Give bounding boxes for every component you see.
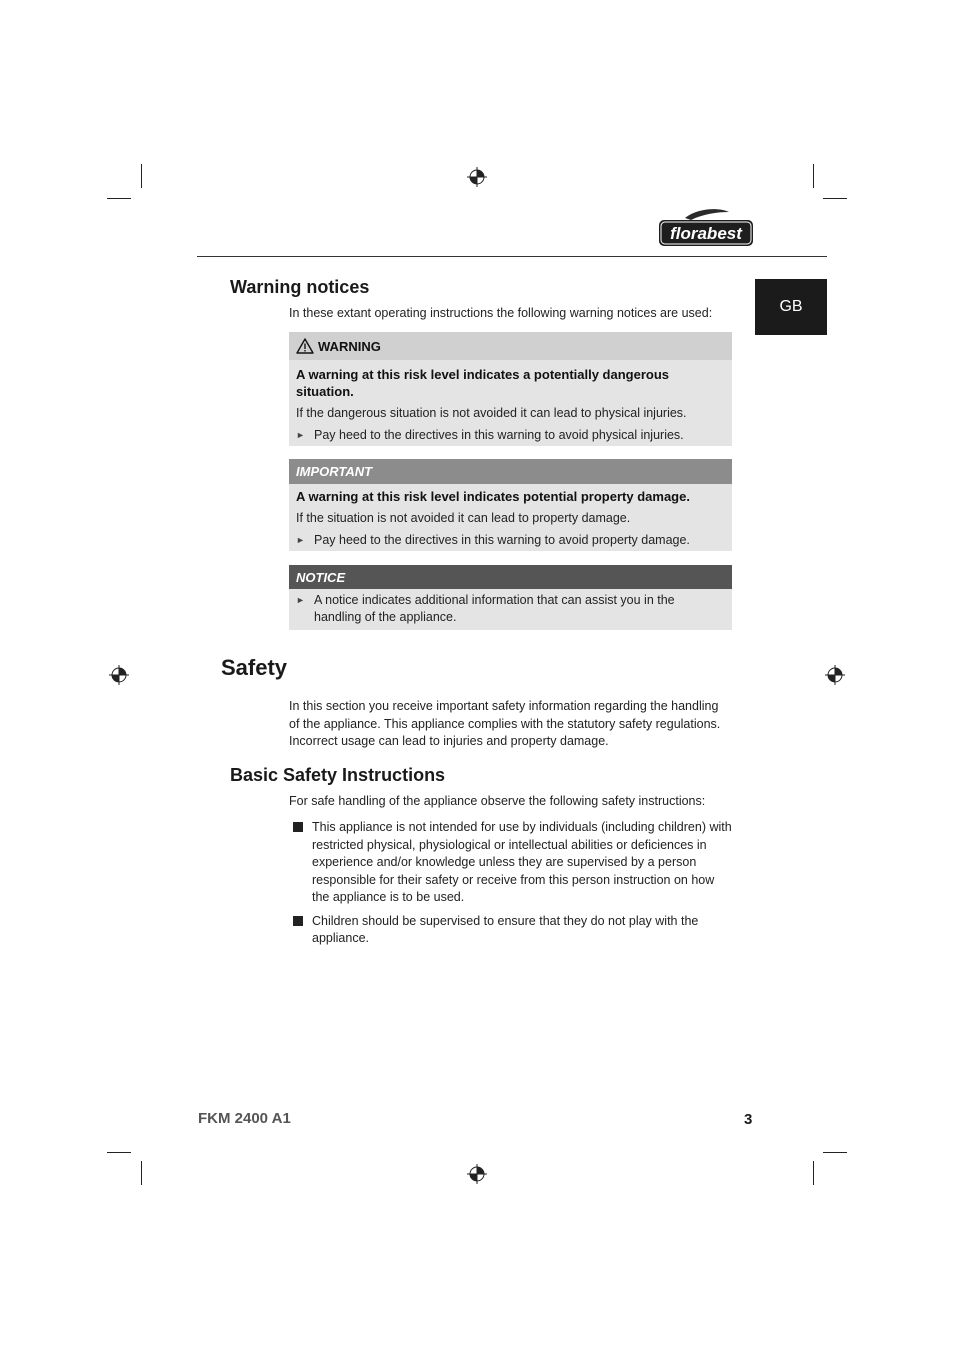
warning-box-directive-row — [296, 427, 725, 444]
registration-mark-icon — [109, 665, 129, 685]
basic-safety-intro: For safe handling of the appliance observe the following safety instructions: — [289, 794, 706, 808]
arrow-right-icon: ► — [296, 535, 305, 545]
warning-box-header — [289, 332, 732, 360]
square-bullet-icon — [293, 822, 303, 832]
important-box — [289, 459, 732, 551]
crop-mark — [107, 1152, 131, 1153]
warning-box-directive: Pay heed to the directives in this warning to avoid physical injuries. — [314, 428, 684, 442]
section-title-safety: Safety — [221, 655, 288, 680]
arrow-right-icon: ► — [296, 595, 305, 605]
list-item — [293, 819, 735, 907]
footer-page-number: 3 — [744, 1111, 753, 1128]
crop-mark — [813, 164, 814, 188]
list-item — [293, 913, 735, 948]
header-rule — [197, 256, 827, 257]
florabest-logo — [657, 208, 755, 248]
crop-mark — [107, 198, 131, 199]
bullet-text: This appliance is not intended for use by individuals (including children) with restricted physical, physiological or intellectual abilities or deficiences in experience and/or knowledge unless they are supervised by a person responsible for their safety or receive from this person instruction on how the appliance is to be used. — [312, 820, 732, 904]
warning-triangle-icon — [296, 338, 314, 354]
bullet-text: Children should be supervised to ensure that they do not play with the appliance. — [312, 913, 699, 945]
important-box-label: IMPORTANT — [296, 464, 373, 479]
section-title-warning-notices: Warning notices — [230, 277, 370, 297]
warning-box-label: WARNING — [318, 338, 381, 354]
footer-model-number: FKM 2400 A1 — [198, 1110, 291, 1127]
important-box-directive-row — [296, 532, 725, 549]
notice-box-directive: A notice indicates additional information that can assist you in the handling of the appliance. — [314, 593, 675, 624]
crop-mark — [823, 198, 847, 199]
notice-box-directive-row — [296, 592, 725, 626]
crop-mark — [813, 1161, 814, 1185]
warning-box — [289, 332, 732, 446]
registration-mark-icon — [825, 665, 845, 685]
important-box-headline: A warning at this risk level indicates potential property damage. — [296, 489, 690, 504]
square-bullet-icon — [293, 916, 303, 926]
logo-text: florabest — [670, 224, 742, 243]
registration-mark-icon — [467, 167, 487, 187]
important-box-text: If the situation is not avoided it can lead to property damage. — [296, 511, 631, 525]
warning-box-text: If the dangerous situation is not avoided it can lead to physical injuries. — [296, 406, 687, 420]
notice-box-header — [289, 565, 732, 589]
crop-mark — [141, 1161, 142, 1185]
crop-mark — [141, 164, 142, 188]
arrow-right-icon: ► — [296, 430, 305, 440]
safety-bullet-list — [293, 819, 735, 954]
section-title-basic-safety: Basic Safety Instructions — [230, 765, 446, 785]
crop-mark — [823, 1152, 847, 1153]
language-tab: GB — [755, 279, 827, 335]
important-box-header — [289, 459, 732, 484]
important-box-directive: Pay heed to the directives in this warning to avoid property damage. — [314, 533, 690, 547]
safety-intro: In this section you receive important safety information regarding the handling of the appliance. This appliance complies with the statutory safety regulations. Incorrect usage can lead to injuries and property damage. — [289, 699, 721, 748]
warning-box-headline: A warning at this risk level indicates a potentially dangerous situation. — [296, 367, 670, 399]
notice-box — [289, 565, 732, 630]
warning-notices-intro: In these extant operating instructions the following warning notices are used: — [289, 306, 713, 320]
notice-box-label: NOTICE — [296, 569, 346, 585]
registration-mark-icon — [467, 1164, 487, 1184]
